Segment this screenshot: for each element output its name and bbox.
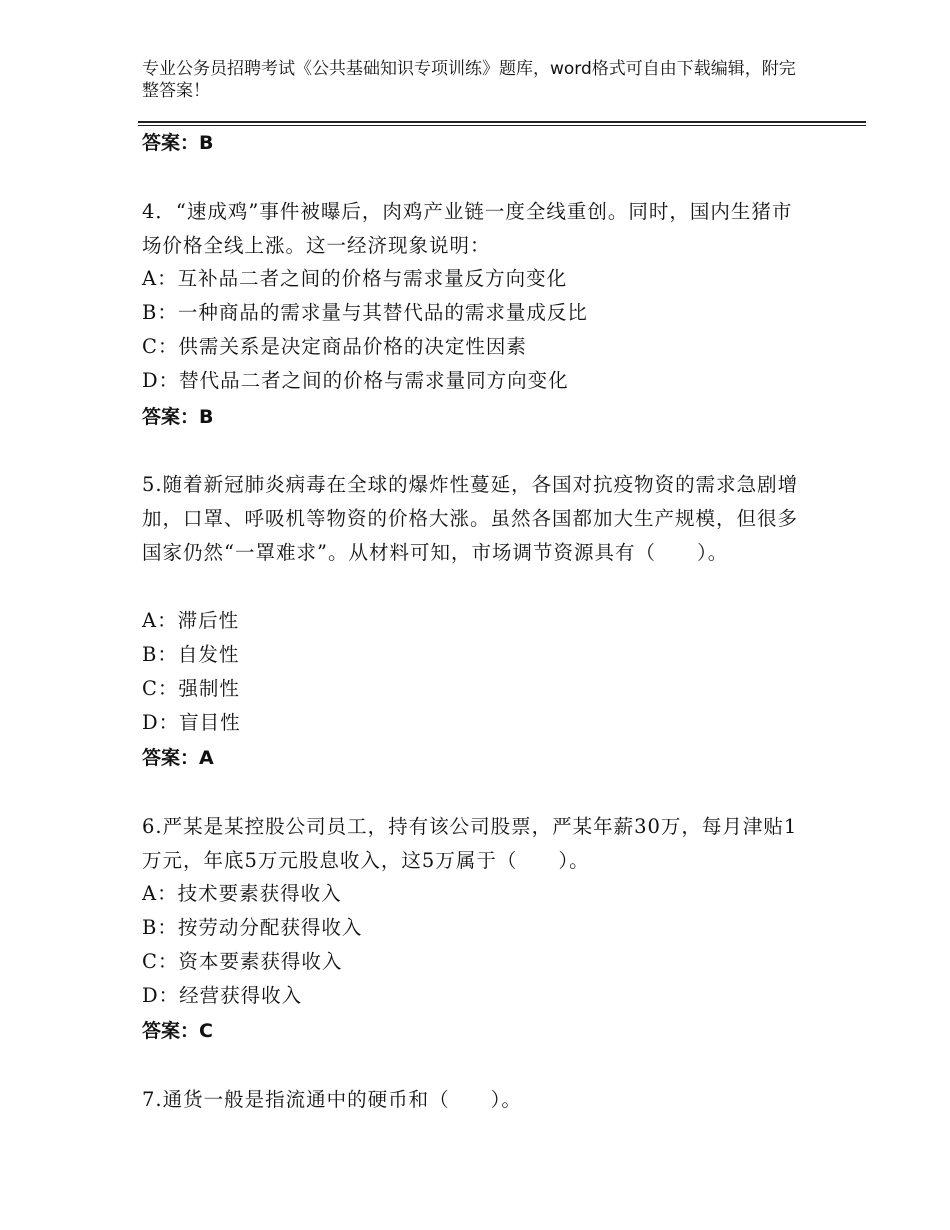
question-5-answer: 答案：A [142, 747, 214, 769]
question-4-stem: 4．“速成鸡”事件被曝后，肉鸡产业链一度全线重创。同时，国内生猪市场价格全线上涨。这一经济现象说明： [142, 200, 793, 257]
question-6-option-a: A：技术要素获得收入 [142, 882, 342, 905]
question-5-option-a: A：滞后性 [142, 609, 240, 632]
answer-previous: 答案：B [142, 132, 214, 154]
header-rule-thick [138, 121, 866, 123]
question-5-stem: 5.随着新冠肺炎病毒在全球的爆炸性蔓延，各国对抗疫物资的需求急剧增加，口罩、呼吸机等物资的价格大涨。虽然各国都加大生产规模，但很多国家仍然“一罩难求”。从材料可知，市场调节资源具有（ ）。 [142, 473, 799, 564]
question-4-option-b: B：一种商品的需求量与其替代品的需求量成反比 [142, 301, 588, 324]
question-6-option-d: D：经营获得收入 [142, 984, 303, 1007]
question-5-option-b: B：自发性 [142, 643, 240, 666]
question-6-option-b: B：按劳动分配获得收入 [142, 916, 363, 939]
question-4-option-d: D：替代品二者之间的价格与需求量同方向变化 [142, 369, 569, 392]
document-header: 专业公务员招聘考试《公共基础知识专项训练》题库，word格式可自由下载编辑，附完整答案！ [142, 59, 796, 101]
question-4-option-c: C：供需关系是决定商品价格的决定性因素 [142, 335, 527, 358]
question-4-answer: 答案：B [142, 406, 214, 428]
header-rule-thin [138, 125, 866, 126]
question-5-option-d: D：盲目性 [142, 711, 241, 734]
question-6-option-c: C：资本要素获得收入 [142, 950, 343, 973]
question-7-stem: 7.通货一般是指流通中的硬币和（ ）。 [142, 1088, 522, 1111]
question-4-option-a: A：互补品二者之间的价格与需求量反方向变化 [142, 267, 568, 290]
question-5-option-c: C：强制性 [142, 677, 240, 700]
question-6-stem: 6.严某是某控股公司员工，持有该公司股票，严某年薪30万，每月津贴1万元，年底5万元股息收入，这5万属于（ ）。 [142, 815, 798, 872]
question-6-answer: 答案：C [142, 1020, 213, 1042]
